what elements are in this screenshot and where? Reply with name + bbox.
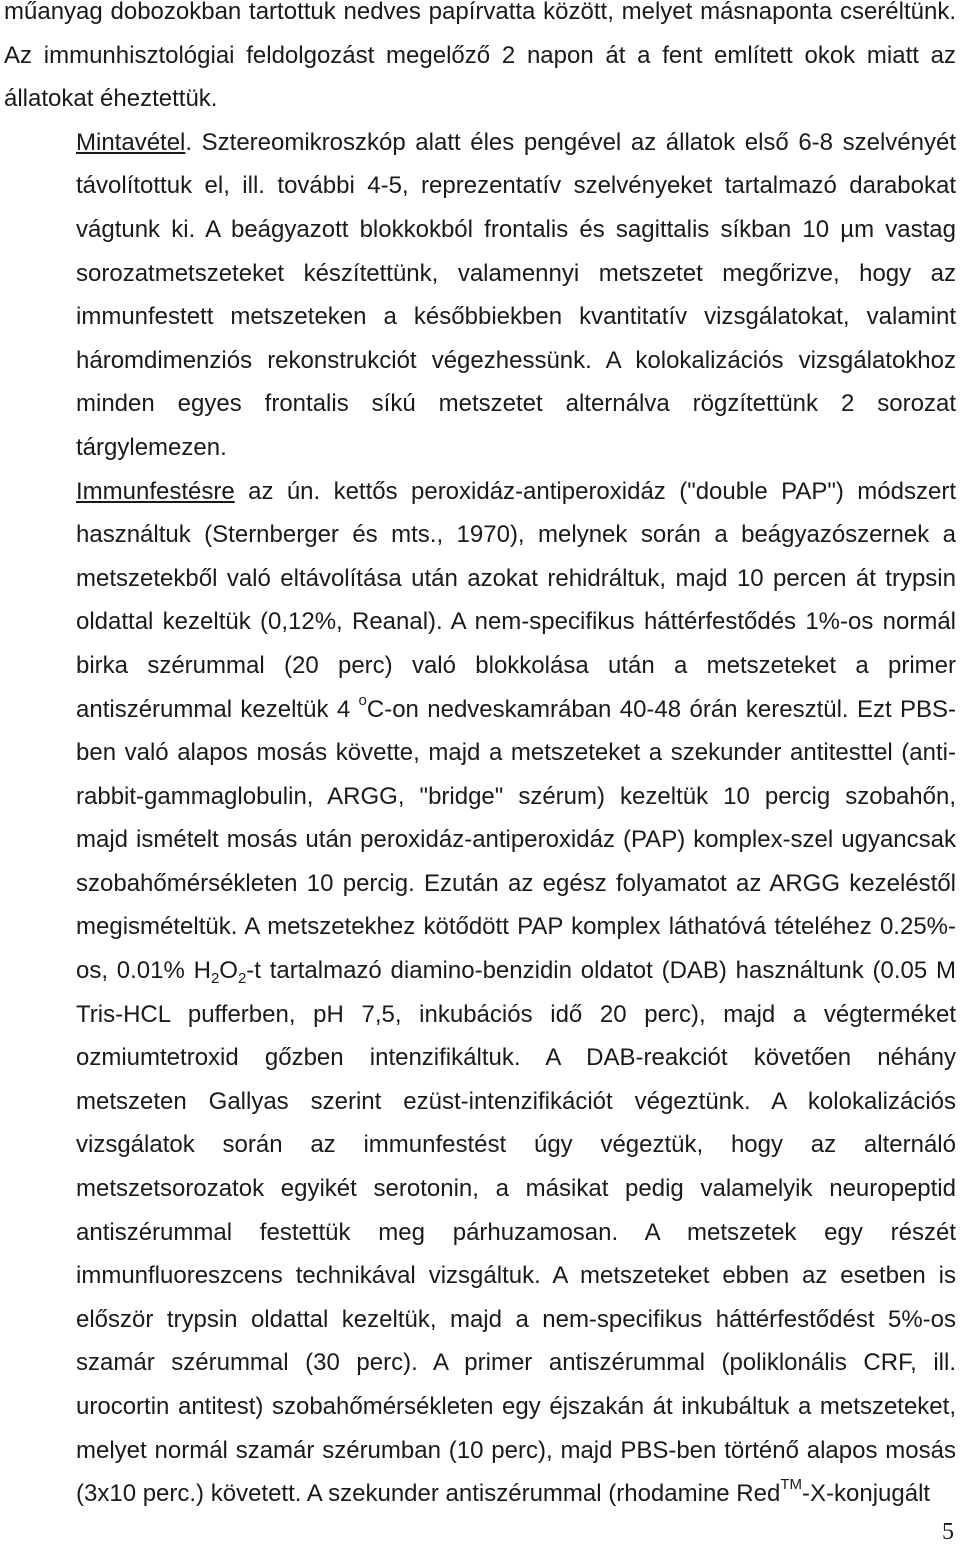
body-text bbox=[4, 0, 956, 1516]
paragraph-immunostaining bbox=[4, 470, 956, 1516]
subscript-h2: 2 bbox=[210, 970, 220, 988]
subscript-o2: 2 bbox=[237, 970, 247, 988]
immunostaining-text-5: -X-konjugált bbox=[802, 1480, 931, 1508]
immunostaining-text-1: az ún. kettős peroxidáz-antiperoxidáz ("double PAP") módszert használtuk (Sternberger és mts., 1970), melynek során a beágyazószernek a metszetekből való eltávolítása után azokat rehidráltuk, majd 10 percen át trypsin oldattal kezeltük (0,12%, Reanal). A nem-specifikus háttérfestődés 1%-os normál birka szérummal (20 perc) való blokkolása után a metszeteket a primer antiszérummal kezeltük 4 bbox=[76, 477, 956, 723]
trademark-superscript: TM bbox=[780, 1476, 803, 1494]
heading-immunfestesre: Immunfestésre bbox=[76, 477, 235, 505]
paragraph-housing-text: műanyag dobozokban tartottuk nedves papírvatta között, melyet másnaponta cseréltünk. Az immunhisztológiai feldolgozást megelőző 2 napon át a fent említett okok miatt az állatokat éheztettük. bbox=[4, 0, 956, 113]
immunostaining-text-2: C-on nedveskamrában 40-48 órán keresztül. Ezt PBS-ben való alapos mosás követte, majd a metszeteket a szekunder antitesttel (anti-rabbit-gammaglobulin, ARGG, "bridge" szérum) kezeltük 10 percig szobahőn, majd ismételt mosás után peroxidáz-antiperoxidáz (PAP) komplex-szel ugyancsak szobahőmérsékleten 10 percig. Ezután az egész folyamatot az ARGG kezeléstől megismételtük. A metszetekhez kötődött PAP komplex láthatóvá tételéhez 0.25%-os, 0.01% H bbox=[76, 695, 956, 985]
immunostaining-text-3: O bbox=[219, 957, 238, 985]
heading-mintavetel: Mintavétel bbox=[76, 128, 186, 156]
paragraph-sampling-text: . Sztereomikroszkóp alatt éles pengével az állatok első 6-8 szelvényét távolítottuk el, ill. további 4-5, reprezentatív szelvényeket tartalmazó darabokat vágtunk ki. A beágyazott blokkokból frontalis és sagittalis síkban 10 µm vastag sorozatmetszeteket készítettünk, valamennyi metszetet megőrizve, hogy az immunfestett metszeteken a későbbiekben kvantitatív vizsgálatokat, valamint háromdimenziós rekonstrukciót végezhessünk. A kolokalizációs vizsgálatokhoz minden egyes frontalis síkú metszetet alternálva rögzítettünk 2 sorozat tárgylemezen. bbox=[76, 128, 956, 461]
page-number: 5 bbox=[942, 1519, 954, 1545]
immunostaining-text-4: -t tartalmazó diamino-benzidin oldatot (DAB) használtunk (0.05 M Tris-HCL pufferben, pH 7,5, inkubációs idő 20 perc), majd a végterméket ozmiumtetroxid gőzben intenzifikáltuk. A DAB-reakciót követően néhány metszeten Gallyas szerint ezüst-intenzifikációt végeztünk. A kolokalizációs vizsgálatok során az immunfestést úgy végeztük, hogy az alternáló metszetsorozatok egyikét serotonin, a másikat pedig valamelyik neuropeptid antiszérummal festettük meg párhuzamosan. A metszetek egy részét immunfluoreszcens technikával vizsgáltuk. A metszeteket ebben az esetben is először trypsin oldattal kezeltük, majd a nem-specifikus háttérfestődést 5%-os szamár szérummal (30 perc). A primer antiszérummal (poliklonális CRF, ill. urocortin antitest) szobahőmérsékleten egy éjszakán át inkubáltuk a metszeteket, melyet normál szamár szérumban (10 perc), majd PBS-ben történő alapos mosás (3x10 perc.) követett. A szekunder antiszérummal (rhodamine Red bbox=[76, 957, 956, 1508]
paragraph-sampling bbox=[4, 121, 956, 470]
degree-superscript: o bbox=[358, 691, 367, 709]
paragraph-housing bbox=[4, 0, 956, 121]
